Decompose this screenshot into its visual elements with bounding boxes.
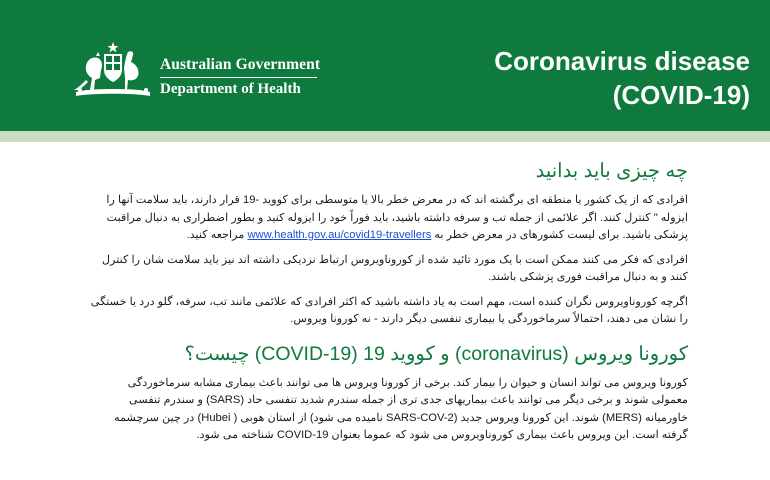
header-accent-strip [0,131,770,142]
government-name: Australian Government [160,56,321,73]
paragraph-travellers-text: افرادی که از یک کشور یا منطقه ای برگشته اند که در معرض خطر بالا یا متوسطی برای کووید -19 قرار دارند، باید سلامت آنها را ایزوله " کنترل کنند. اگر علائمی از جمله تب و سرفه داشته باشید، باید فوراً خود را ایزوله کنید و بطور اضطراری به دنبال مراقبت پزشکی باشید. برای لیست کشورهای در معرض خطر به [106,194,688,241]
paragraph-travellers-tail: مراجعه کنید. [186,229,245,241]
logo-divider [160,77,317,78]
title-line-1: Coronavirus disease [494,46,750,76]
section-heading-what-is-covid: کورونا ویروس (coronavirus) و کووید 19 (COVID-19) چیست؟ [184,342,688,365]
title-line-2: (COVID-19) [612,80,750,110]
section-heading-what-to-know: چه چیزی باید بدانید [535,160,688,182]
department-name: Department of Health [160,81,301,97]
paragraph-what-is-coronavirus: کورونا ویروس می تواند انسان و حیوان را بیمار کند. برخی از کورونا ویروس ها می توانند باعث بیماری مشابه سرماخوردگی معمولی شوند و برخی دیگر می توانند باعث بیماریهای جدی تری از جمله سندرم شدید تنفسی حاد (SARS) و سندرم تنفسی خاورمیانه (MERS) شوند. این کورونا ویروس جدید (SARS-COV-2 نامیده می شود) از استان هوبی ( Hubei) در چین سرچشمه گرفته است. این ویروس باعث بیماری کوروناویروس می شود که عموما بعنوان COVID-19 شناخته می شود. [114,376,688,441]
paragraph-symptoms: اگرچه کوروناویروس نگران کننده است، مهم است به یاد داشته باشید که اکثر افرادی که علائمی مانند تب، سرفه، گلو درد یا خستگی را نشان می دهند، احتمالاً سرماخوردگی یا بیماری تنفسی دیگر دارند - نه کورونا ویروس. [90,295,688,325]
paragraph-close-contacts: افرادی که فکر می کنند ممکن است با یک مورد تائید شده از کوروناویروس ارتباط نزدیکی داشته اند نیز باید سلامت شان را کنترل کنند و به دنبال مراقبت فوری پزشکی باشند. [101,253,688,283]
coat-of-arms-icon [70,40,156,98]
document-title [494,44,750,112]
page-header [0,0,770,131]
travellers-link[interactable]: www.health.gov.au/covid19-travellers [247,229,432,241]
paragraph-travellers [90,192,688,245]
document-body [90,158,688,452]
